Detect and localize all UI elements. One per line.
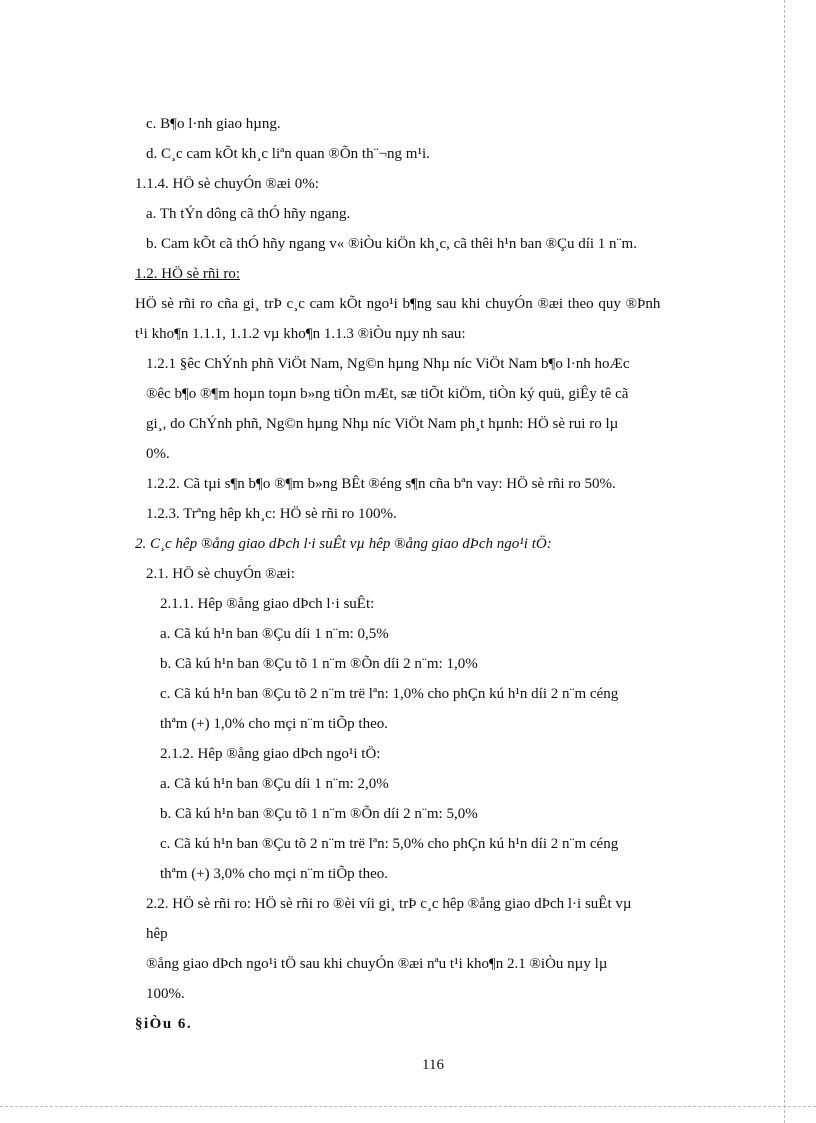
text-line-29: ®ång giao dÞch ngo¹i tÖ sau khi chuyÓn ®æi nªu t¹i kho¶n 2.1 ®iÒu nµy lµ [146, 956, 608, 972]
text-line-12: 0%. [146, 446, 170, 462]
text-line-5: b. Cam kÕt cã thÓ hñy ngang v« ®iÒu kiÖn kh¸c, cã thêi h¹n ban ®Çu díi 1 n¨m. [146, 236, 637, 252]
text-line-21: thªm (+) 1,0% cho mçi n¨m tiÕp theo. [160, 716, 388, 732]
page-number: 116 [422, 1057, 444, 1073]
text-line-22: 2.1.2. Hêp ®ång giao dÞch ngo¹i tÖ: [160, 746, 381, 762]
text-line-26: thªm (+) 3,0% cho mçi n¨m tiÕp theo. [160, 866, 388, 882]
text-line-2: d. C¸c cam kÕt kh¸c liªn quan ®Õn th¨¬ng m¹i. [146, 146, 430, 162]
text-line-10: ®êc b¶o ®¶m hoµn toµn b»ng tiÒn mÆt, sæ tiÕt kiÖm, tiÒn ký quü, giÊy tê cã [146, 386, 629, 402]
text-line-16: 2.1. HÖ sè chuyÓn ®æi: [146, 566, 295, 582]
text-line-13: 1.2.2. Cã tµi s¶n b¶o ®¶m b»ng BÊt ®éng s¶n cña bªn vay: HÖ sè rñi ro 50%. [146, 476, 616, 492]
text-line-17: 2.1.1. Hêp ®ång giao dÞch l·i suÊt: [160, 596, 375, 612]
text-line-24: b. Cã kú h¹n ban ®Çu tõ 1 n¨m ®Õn díi 2 n¨m: 5,0% [160, 806, 478, 822]
text-line-9: 1.2.1 §êc ChÝnh phñ ViÖt Nam, Ng©n hµng Nhµ níc ViÖt Nam b¶o l·nh hoÆc [146, 356, 630, 372]
text-line-11: gi¸, do ChÝnh phñ, Ng©n hµng Nhµ níc ViÖt Nam ph¸t hµnh: HÖ sè rui ro lµ [146, 416, 619, 432]
text-line-19: b. Cã kú h¹n ban ®Çu tõ 1 n¨m ®Õn díi 2 n¨m: 1,0% [160, 656, 478, 672]
text-line-1: c. B¶o l·nh giao hµng. [146, 116, 281, 132]
text-line-28: hêp [146, 926, 168, 942]
text-line-7: HÖ sè rñi ro cña gi¸ trÞ c¸c cam kÕt ngo¹i b¶ng sau khi chuyÓn ®æi theo quy ®Þnh [135, 296, 661, 312]
text-line-23: a. Cã kú h¹n ban ®Çu díi 1 n¨m: 2,0% [160, 776, 389, 792]
text-line-8: t¹i kho¶n 1.1.1, 1.1.2 vµ kho¶n 1.1.3 ®iÒu nµy nh sau: [135, 326, 466, 342]
text-line-18: a. Cã kú h¹n ban ®Çu díi 1 n¨m: 0,5% [160, 626, 389, 642]
text-line-27: 2.2. HÖ sè rñi ro: HÖ sè rñi ro ®èi víi gi¸ trÞ c¸c hêp ®ång giao dÞch l·i suÊt vµ [146, 896, 632, 912]
page-margin-guide-horizontal [0, 1106, 816, 1107]
section-heading-1-2: 1.2. HÖ sè rñi ro: [135, 266, 240, 282]
text-line-4: a. Th tÝn dông cã thÓ hñy ngang. [146, 206, 351, 222]
text-line-14: 1.2.3. Trªng hêp kh¸c: HÖ sè rñi ro 100%. [146, 506, 397, 522]
section-heading-2: 2. C¸c hêp ®ång giao dÞch l·i suÊt vµ hêp ®ång giao dÞch ngo¹i tÖ: [135, 536, 552, 552]
text-line-25: c. Cã kú h¹n ban ®Çu tõ 2 n¨m trë lªn: 5,0% cho phÇn kú h¹n díi 2 n¨m céng [160, 836, 619, 852]
page-margin-guide-vertical [784, 0, 785, 1123]
text-line-30: 100%. [146, 986, 185, 1002]
article-heading: §iÒu 6. [135, 1016, 193, 1032]
text-line-3: 1.1.4. HÖ sè chuyÓn ®æi 0%: [135, 176, 319, 192]
text-line-20: c. Cã kú h¹n ban ®Çu tõ 2 n¨m trë lªn: 1,0% cho phÇn kú h¹n díi 2 n¨m céng [160, 686, 619, 702]
